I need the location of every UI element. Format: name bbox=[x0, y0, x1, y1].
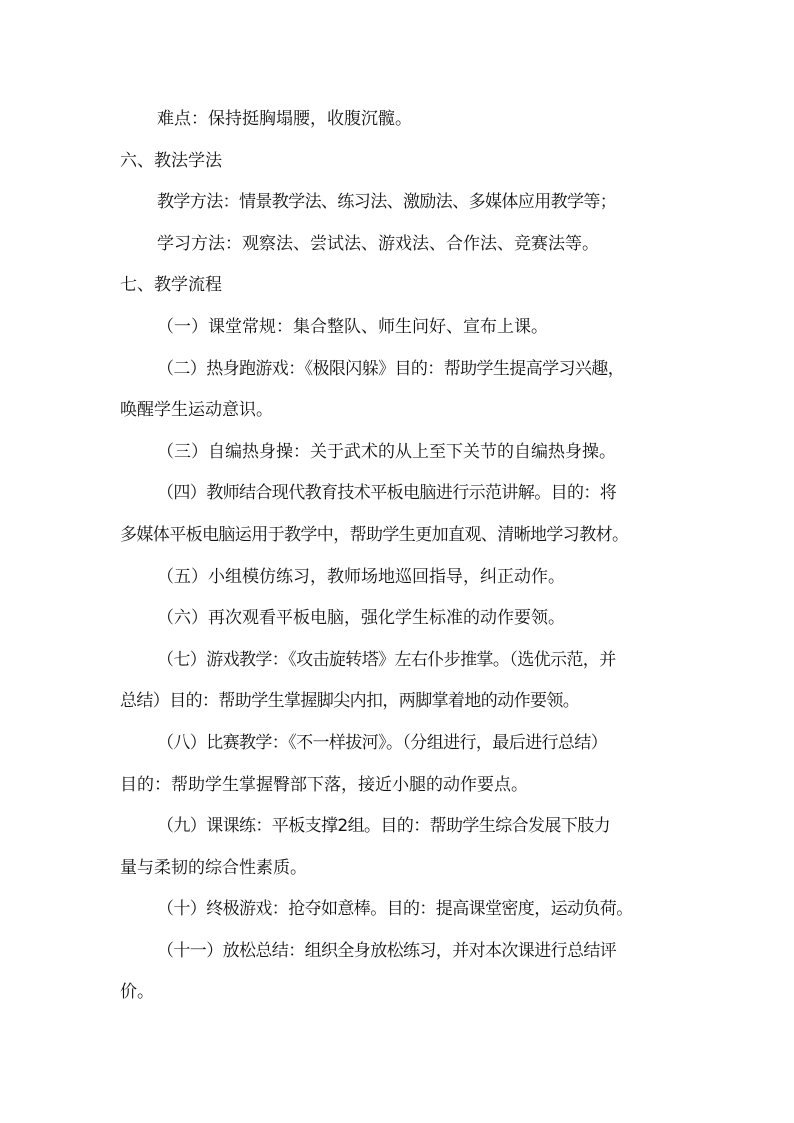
text-line-step-9: （九）课课练：平板支撑2组。目的：帮助学生综合发展下肢力 bbox=[157, 816, 611, 837]
text-line-step-11: （十一）放松总结：组织全身放松练习，并对本次课进行总结评 bbox=[157, 940, 617, 961]
text-line-step-6: （六）再次观看平板电脑，强化学生标准的动作要领。 bbox=[157, 608, 565, 629]
text-line-step-7-cont: 总结）目的：帮助学生掌握脚尖内扣，两脚掌着地的动作要领。 bbox=[120, 691, 580, 712]
document-body bbox=[120, 99, 680, 1014]
text-line-step-11-cont: 价。 bbox=[120, 982, 154, 1003]
text-line-step-2-cont: 唤醒学生运动意识。 bbox=[120, 400, 273, 421]
text-line-step-8: （八）比赛教学：《不一样拔河》。（分组进行，最后进行总结） bbox=[157, 732, 608, 753]
text-line-step-1: （一）课堂常规：集合整队、师生问好、宣布上课。 bbox=[157, 316, 548, 337]
text-line-step-4-cont: 多媒体平板电脑运用于教学中，帮助学生更加直观、清晰地学习教材。 bbox=[120, 524, 629, 545]
text-line-step-4: （四）教师结合现代教育技术平板电脑进行示范讲解。目的：将 bbox=[157, 483, 617, 504]
section-heading-process: 七、教学流程 bbox=[120, 275, 222, 296]
text-line-step-10: （十）终极游戏：抢夺如意棒。目的：提高课堂密度，运动负荷。 bbox=[157, 899, 633, 920]
text-line-step-5: （五）小组模仿练习，教师场地巡回指导，纠正动作。 bbox=[157, 566, 565, 587]
text-line-step-2: （二）热身跑游戏：《极限闪躲》目的：帮助学生提高学习兴趣， bbox=[157, 358, 625, 379]
text-line-step-8-cont: 目的：帮助学生掌握臀部下落，接近小腿的动作要点。 bbox=[120, 774, 528, 795]
text-line-learning-methods: 学习方法：观察法、尝试法、游戏法、合作法、竞赛法等。 bbox=[157, 233, 599, 254]
text-line-difficulty: 难点：保持挺胸塌腰，收腹沉髋。 bbox=[157, 109, 412, 129]
text-line-step-7: （七）游戏教学：《攻击旋转塔》左右仆步推掌。（选优示范，并 bbox=[157, 649, 616, 670]
text-line-step-3: （三）自编热身操：关于武术的从上至下关节的自编热身操。 bbox=[157, 441, 616, 462]
section-heading-methods: 六、教法学法 bbox=[120, 150, 222, 171]
text-line-step-9-cont: 量与柔韧的综合性素质。 bbox=[120, 857, 307, 878]
text-line-teaching-methods: 教学方法：情景教学法、练习法、激励法、多媒体应用教学等； bbox=[157, 192, 617, 213]
